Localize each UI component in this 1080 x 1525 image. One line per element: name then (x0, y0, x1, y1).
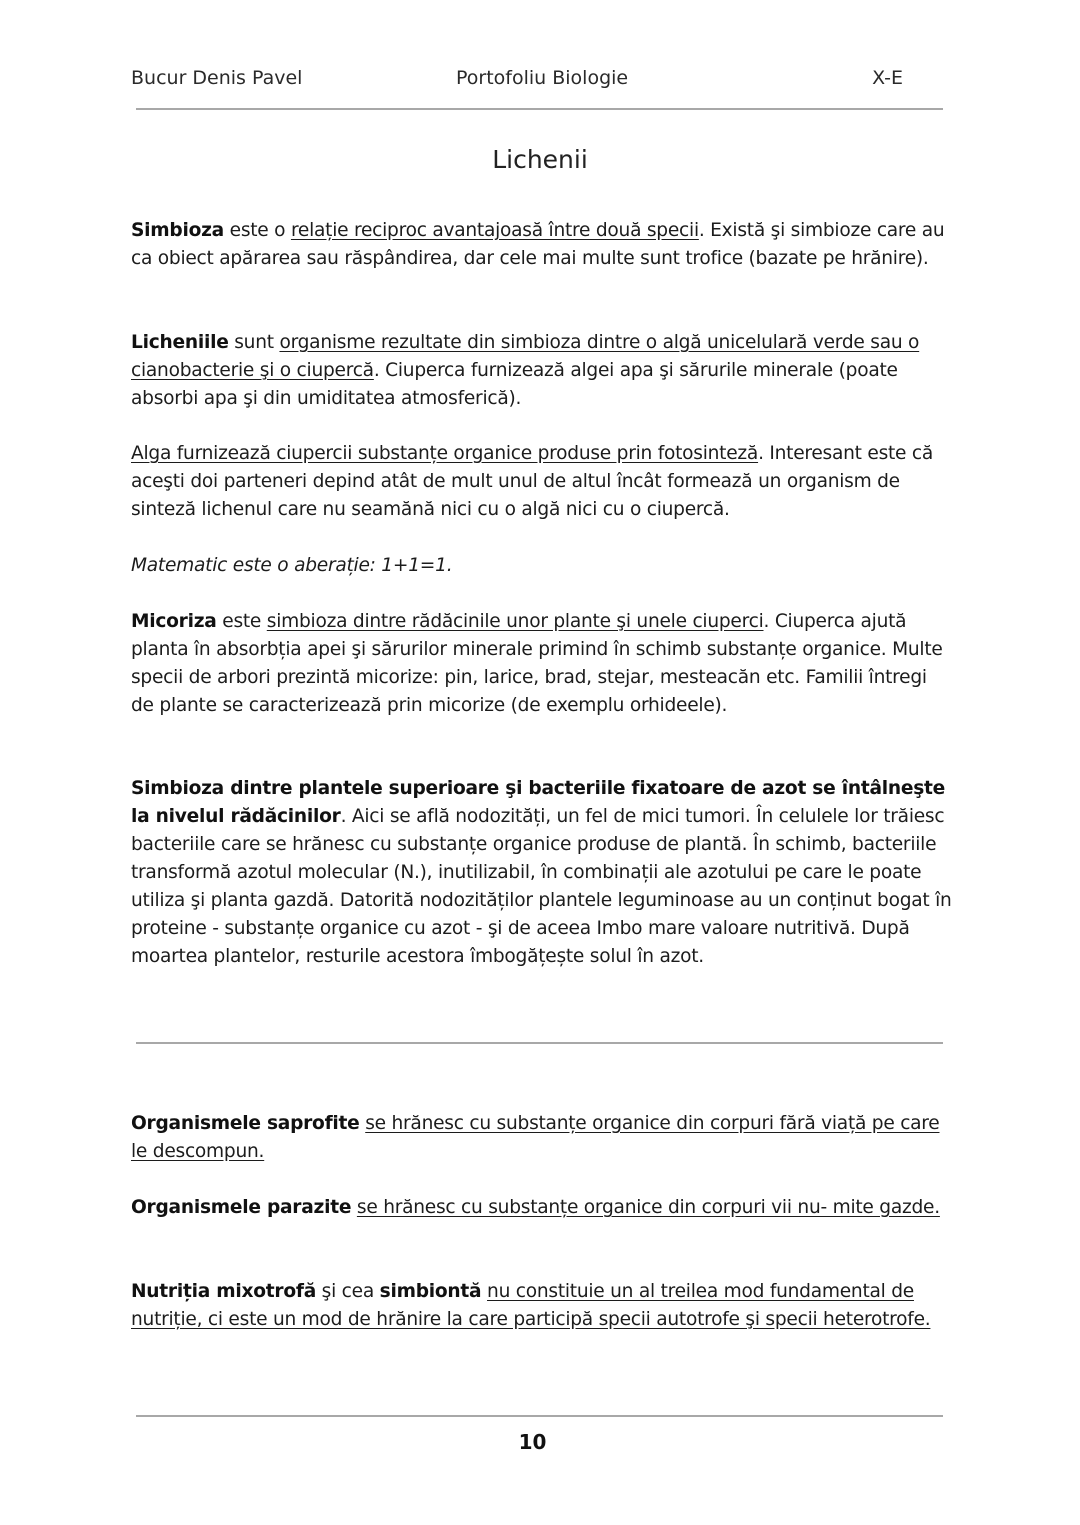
term-licheniile: Licheniile (131, 332, 229, 353)
paragraph-licheniile: Licheniile sunt organisme rezultate din simbioza dintre o algă unicelulară verde sau o cianobacterie şi o ciupercă. Ciuperca furnizează algei apa şi sărurile minerale (poate absorbi apa şi din umiditatea atmosferică). (131, 332, 920, 409)
definition-saprofite: se hrănesc cu substanțe organice din corpuri fără viață pe care le descompun. (131, 1113, 940, 1162)
paragraph-bacterii-azot: Simbioza dintre plantele superioare şi bacteriile fixatoare de azot se întâlneşte la nivelul rădăcinilor. Aici se află nodozități, un fel de mici tumori. În celulele lor trăiesc bacteriile care se hrănesc cu substanțe organice produse de plantă. În schimb, bacteriile transformă azotul molecular (N.), inutilizabil, în combinații ale azotului pe care le poate utiliza şi planta gazdă. Datorită nodozităților plantele leguminoase au un conținut bogat în proteine - substanțe organice cu azot - şi de aceea Imbo mare valoare nutritivă. După moartea plantelor, resturile acestora îmbogățește solul în azot. (131, 778, 952, 967)
header-author: Bucur Denis Pavel (131, 67, 303, 89)
definition-mixotrofa: nu constituie un al treilea mod fundamental de nutriție, ci este un mod de hrănire la care participă specii autotrofe şi specii heterotrofe. (131, 1281, 931, 1330)
paragraph-matematic (131, 552, 953, 580)
header-divider (136, 108, 943, 110)
page-title: Lichenii (492, 145, 588, 174)
paragraph-parazite (131, 1194, 953, 1222)
definition-micoriza: simbioza dintre rădăcinile unor plante şi unele ciuperci (266, 611, 764, 632)
definition-alga: Alga furnizează ciupercii substanțe organice produse prin fotosinteză (131, 443, 759, 464)
definition-simbioza: relație reciproc avantajoasă între două specii (290, 220, 699, 241)
paragraph-mixotrofa: Nutriția mixotrofă şi cea simbiontă nu constituie un al treilea mod fundamental de nutriție, ci este un mod de hrănire la care participă specii autotrofe şi specii heterotrofe. (131, 1281, 931, 1330)
term-simbioza: Simbioza (131, 220, 224, 241)
section-divider (136, 1042, 943, 1044)
page-header (131, 64, 903, 92)
paragraph-saprofite (131, 1110, 953, 1166)
page-number: 10 (518, 1430, 547, 1454)
paragraph-simbioza: Simbioza este o relație reciproc avantajoasă între două specii. Există şi simbioze care au ca obiect apărarea sau răspândirea, dar cele mai multe sunt trofice (bazate pe hrănire). (131, 220, 945, 269)
footer-divider (136, 1415, 943, 1417)
definition-licheniile: organisme rezultate din simbioza dintre o algă unicelulară verde sau o cianobacterie şi o ciupercă (131, 332, 920, 381)
paragraph-alga: Alga furnizează ciupercii substanțe organice produse prin fotosinteză. Interesant este că aceşti doi parteneri depind atât de mult unul de altul încât formează un organism de sinteză lichenul care nu seamănă nici cu o algă nici cu o ciupercă. (131, 443, 934, 520)
term-mixotrofa: Nutriția mixotrofă (131, 1281, 316, 1302)
term-parazite: Organismele parazite (131, 1197, 352, 1218)
header-subject: Portofoliu Biologie (456, 67, 629, 89)
header-class: X-E (872, 67, 903, 89)
term-micoriza: Micoriza (131, 611, 217, 632)
definition-parazite: se hrănesc cu substanțe organice din corpuri vii nu- mite gazde. (356, 1197, 940, 1218)
paragraph-micoriza: Micoriza este simbioza dintre rădăcinile unor plante şi unele ciuperci. Ciuperca ajută planta în absorbția apei şi sărurilor minerale primind în schimb substanțe organice. Multe specii de arbori prezintă micorize: pin, larice, brad, stejar, mesteacăn etc. Familii întregi de plante se caracterizează prin micorize (de exemplu orhideele). (131, 611, 943, 716)
term-saprofite: Organismele saprofite (131, 1113, 360, 1134)
italic-note: Matematic este o aberație: 1+1=1. (131, 555, 453, 576)
term-simbionta: simbiontă (379, 1281, 482, 1302)
term-simbioza-azot: Simbioza dintre plantele superioare şi bacteriile fixatoare de azot se întâlneşte la nivelul rădăcinilor (131, 778, 946, 827)
